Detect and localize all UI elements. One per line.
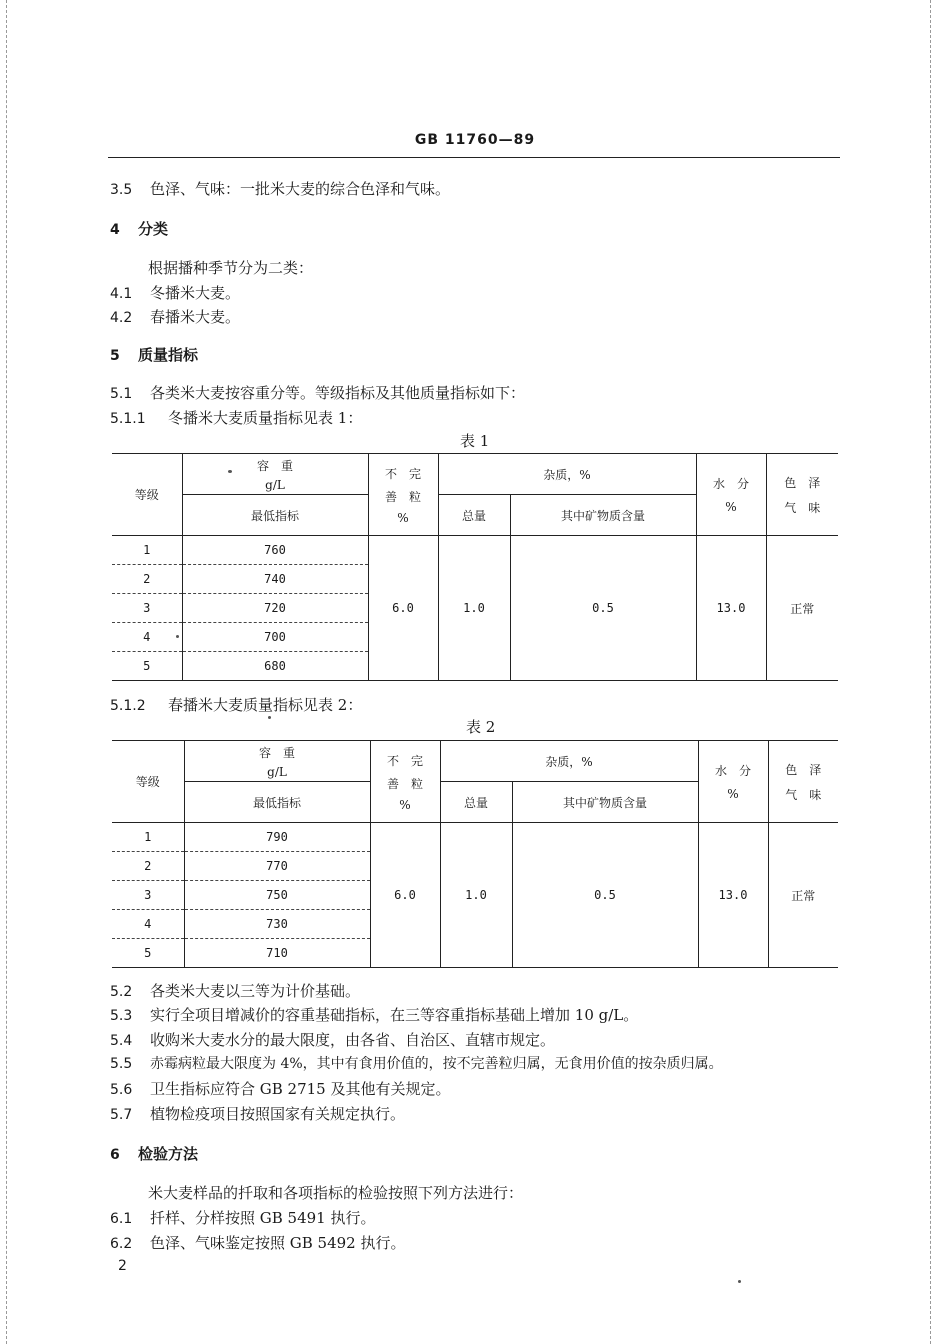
clause-text: 卫生指标应符合 GB 2715 及其他有关规定。: [150, 1080, 451, 1098]
grade-header: 等级: [112, 454, 182, 536]
moisture-value: 13.0: [698, 823, 768, 968]
clause-text: 赤霉病粒最大限度为 4%，其中有食用价值的，按不完善粒归属，无食用价值的按杂质归属。: [150, 1056, 723, 1072]
clause-text: 实行全项目增减价的容重基础指标，在三等容重指标基础上增加 10 g/L。: [150, 1006, 639, 1024]
grade-cell: 1: [112, 823, 184, 852]
clause-5-1: [110, 382, 525, 403]
grade-cell: 5: [112, 652, 182, 681]
clause-text: 各类米大麦按容重分等。等级指标及其他质量指标如下：: [150, 384, 526, 402]
impurity-total-header: 总量: [438, 495, 510, 536]
grade-cell: 3: [112, 594, 182, 623]
quality-table-2: [112, 740, 838, 968]
clause-text: 收购米大麦水分的最大限度，由各省、自治区、直辖市规定。: [150, 1031, 556, 1049]
clause-5-6: [110, 1078, 451, 1099]
color-odor-value: 正常: [766, 536, 838, 681]
moisture-header: [696, 454, 766, 536]
impurity-mineral-value: 0.5: [510, 536, 696, 681]
impurity-total-value: 1.0: [440, 823, 512, 968]
imperfect-value: 6.0: [368, 536, 438, 681]
clause-number: 5.5: [110, 1056, 133, 1072]
imperfect-grain-header: [368, 454, 438, 536]
clause-text: 各类米大麦以三等为计价基础。: [150, 982, 361, 1000]
grade-cell: 3: [112, 881, 184, 910]
clause-4-1: [110, 282, 240, 303]
clause-number: 5.7: [110, 1107, 133, 1123]
clause-number: 5.4: [110, 1033, 133, 1049]
density-cell: 720: [182, 594, 368, 623]
density-cell: 790: [184, 823, 370, 852]
imperfect-line-1: 不 完: [384, 466, 421, 481]
scan-speck: [268, 716, 271, 719]
clause-text: 色泽、气味鉴定按照 GB 5492 执行。: [150, 1234, 406, 1252]
clause-5-1-2: [110, 694, 362, 715]
clause-text: 冬播米大麦。: [150, 284, 241, 302]
scan-speck: [176, 635, 179, 638]
clause-5-3: [110, 1004, 638, 1025]
clause-text: 冬播米大麦质量指标见表 1：: [168, 409, 363, 427]
section-6-intro: 米大麦样品的扦取和各项指标的检验按照下列方法进行：: [148, 1184, 524, 1202]
clause-5-2: [110, 980, 360, 1001]
imperfect-line-2: 善 粒: [386, 776, 423, 791]
density-cell: 750: [184, 881, 370, 910]
impurity-header: 杂质，%: [440, 741, 698, 782]
table-2-caption: 表 2: [466, 718, 496, 736]
clause-number: 5.1: [110, 386, 133, 402]
grade-cell: 2: [112, 852, 184, 881]
grade-cell: 4: [112, 910, 184, 939]
standard-header: GB 11760—89: [414, 132, 536, 148]
color-line-1: 色 泽: [785, 762, 822, 777]
imperfect-unit: %: [399, 797, 411, 812]
bulk-density-header: [184, 741, 370, 782]
imperfect-line-1: 不 完: [386, 753, 423, 768]
imperfect-line-2: 善 粒: [384, 489, 421, 504]
density-cell: 730: [184, 910, 370, 939]
bulk-density-label: 容 重: [258, 745, 295, 760]
scan-edge-right: [930, 0, 931, 1344]
density-cell: 740: [182, 565, 368, 594]
clause-5-4: [110, 1029, 555, 1050]
bulk-density-unit: g/L: [267, 764, 287, 779]
clause-text: 春播米大麦。: [150, 308, 241, 326]
color-odor-header: [766, 454, 838, 536]
clause-4-2: [110, 306, 240, 327]
clause-text: 扦样、分样按照 GB 5491 执行。: [150, 1209, 376, 1227]
clause-6-1: [110, 1207, 376, 1228]
scan-speck: [738, 1280, 741, 1283]
moisture-header: [698, 741, 768, 823]
clause-text: 植物检疫项目按照国家有关规定执行。: [150, 1105, 406, 1123]
clause-number: 5.6: [110, 1082, 133, 1098]
clause-5-7: [110, 1103, 405, 1124]
color-line-2: 气 味: [784, 500, 821, 515]
section-number: 6: [110, 1147, 120, 1163]
density-cell: 680: [182, 652, 368, 681]
imperfect-value: 6.0: [370, 823, 440, 968]
density-cell: 710: [184, 939, 370, 968]
clause-number: 3.5: [110, 182, 133, 198]
density-cell: 760: [182, 536, 368, 565]
impurity-mineral-value: 0.5: [512, 823, 698, 968]
clause-number: 6.2: [110, 1236, 133, 1252]
clause-number: 5.2: [110, 984, 133, 1000]
clause-number: 5.1.1: [110, 411, 146, 427]
moisture-unit: %: [725, 500, 737, 514]
scan-edge-left: [6, 0, 7, 1344]
section-number: 4: [110, 222, 120, 238]
imperfect-grain-header: [370, 741, 440, 823]
section-4-intro: 根据播种季节分为二类：: [148, 259, 314, 277]
clause-number: 6.1: [110, 1211, 133, 1227]
page-number: 2: [118, 1258, 127, 1274]
min-index-header: 最低指标: [184, 782, 370, 823]
clause-5-5: [110, 1053, 723, 1073]
clause-text: 春播米大麦质量指标见表 2：: [168, 696, 363, 714]
section-4-heading: [110, 218, 168, 239]
scan-speck: [228, 470, 232, 473]
bulk-density-header: [182, 454, 368, 495]
section-6-heading: [110, 1143, 198, 1164]
color-line-1: 色 泽: [784, 475, 821, 490]
grade-cell: 4: [112, 623, 182, 652]
table-row: [112, 823, 838, 852]
density-cell: 700: [182, 623, 368, 652]
moisture-label: 水 分: [712, 477, 749, 491]
clause-6-2: [110, 1232, 406, 1253]
grade-cell: 5: [112, 939, 184, 968]
section-5-heading: [110, 344, 198, 365]
section-title: 质量指标: [138, 346, 199, 364]
header-rule: [108, 157, 840, 158]
color-line-2: 气 味: [785, 787, 822, 802]
table-1-caption: 表 1: [460, 432, 490, 450]
moisture-unit: %: [727, 787, 739, 801]
impurity-total-value: 1.0: [438, 536, 510, 681]
moisture-label: 水 分: [714, 764, 751, 778]
section-title: 检验方法: [138, 1145, 199, 1163]
bulk-density-label: 容 重: [256, 458, 293, 473]
clause-5-1-1: [110, 407, 362, 428]
bulk-density-unit: g/L: [265, 477, 285, 492]
clause-number: 4.1: [110, 286, 133, 302]
moisture-value: 13.0: [696, 536, 766, 681]
section-number: 5: [110, 348, 120, 364]
grade-cell: 1: [112, 536, 182, 565]
quality-table-1: [112, 453, 838, 681]
impurity-mineral-header: 其中矿物质含量: [510, 495, 696, 536]
min-index-header: 最低指标: [182, 495, 368, 536]
table-row: [112, 536, 838, 565]
color-odor-value: 正常: [768, 823, 838, 968]
impurity-mineral-header: 其中矿物质含量: [512, 782, 698, 823]
clause-number: 5.1.2: [110, 698, 146, 714]
color-odor-header: [768, 741, 838, 823]
grade-header: 等级: [112, 741, 184, 823]
clause-number: 5.3: [110, 1008, 133, 1024]
grade-cell: 2: [112, 565, 182, 594]
imperfect-unit: %: [397, 510, 409, 525]
section-title: 分类: [138, 220, 169, 238]
clause-text: 色泽、气味：一批米大麦的综合色泽和气味。: [150, 180, 451, 198]
impurity-header: 杂质，%: [438, 454, 696, 495]
clause-3-5: [110, 178, 450, 199]
clause-number: 4.2: [110, 310, 133, 326]
impurity-total-header: 总量: [440, 782, 512, 823]
density-cell: 770: [184, 852, 370, 881]
